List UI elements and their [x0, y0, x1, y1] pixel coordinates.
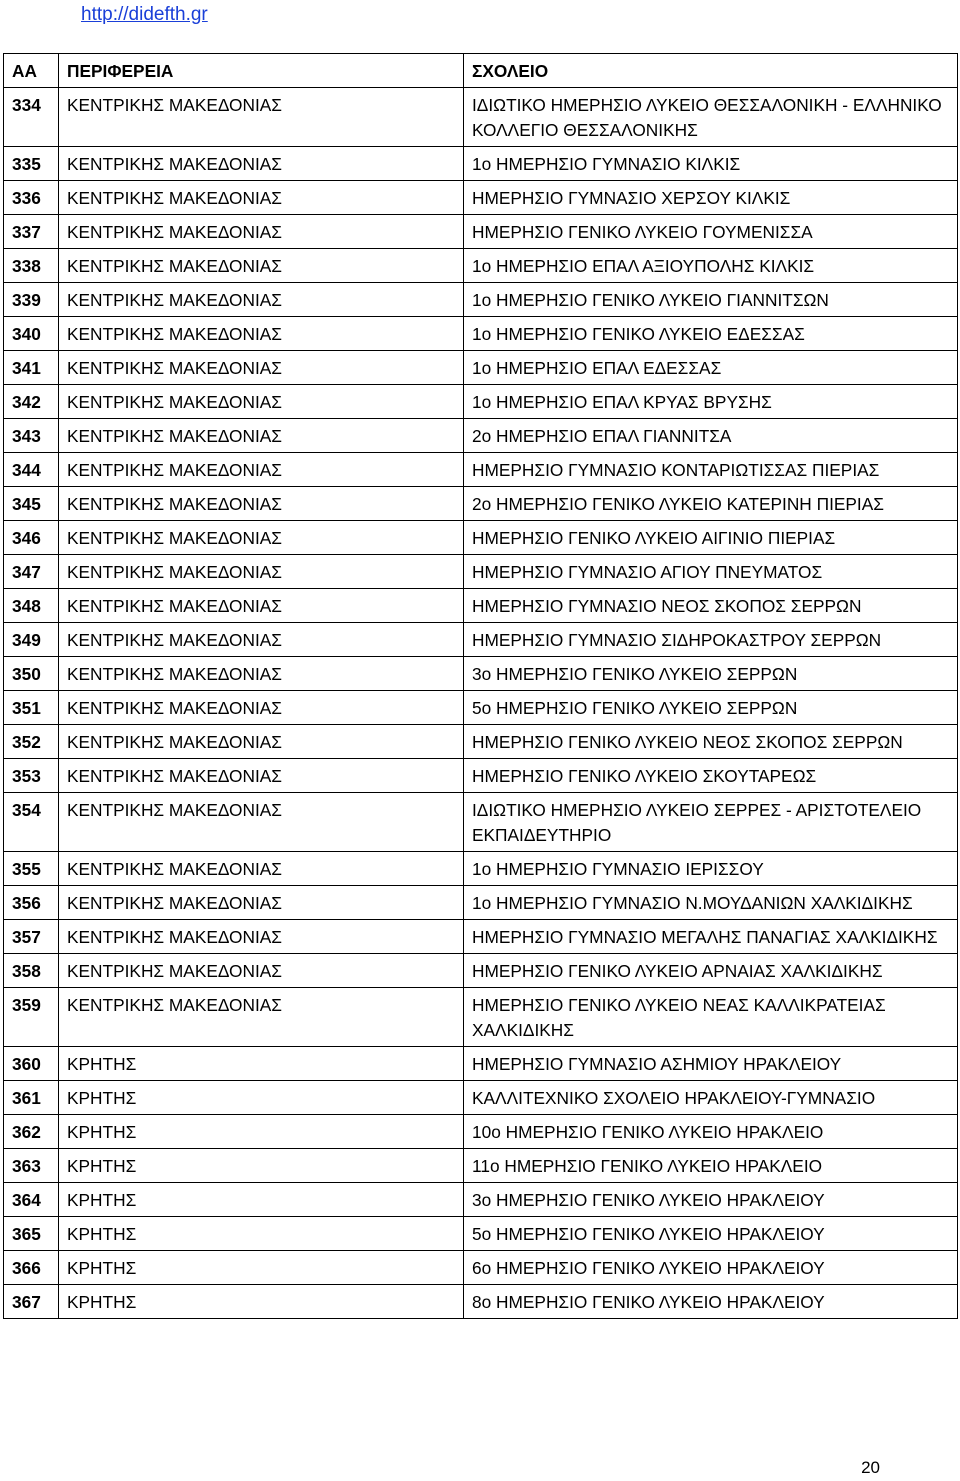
- row-school: 1ο ΗΜΕΡΗΣΙΟ ΕΠΑΛ ΚΡΥΑΣ ΒΡΥΣΗΣ: [464, 385, 958, 419]
- row-region: ΚΕΝΤΡΙΚΗΣ ΜΑΚΕΔΟΝΙΑΣ: [59, 920, 464, 954]
- table-row: [4, 793, 958, 852]
- row-school: ΗΜΕΡΗΣΙΟ ΓΕΝΙΚΟ ΛΥΚΕΙΟ ΑΡΝΑΙΑΣ ΧΑΛΚΙΔΙΚΗΣ: [464, 954, 958, 988]
- page-number: 20: [861, 1458, 880, 1477]
- row-number: 362: [4, 1115, 59, 1149]
- row-number: 363: [4, 1149, 59, 1183]
- row-region: ΚΕΝΤΡΙΚΗΣ ΜΑΚΕΔΟΝΙΑΣ: [59, 283, 464, 317]
- table-row: [4, 886, 958, 920]
- row-number: 364: [4, 1183, 59, 1217]
- table-row: [4, 88, 958, 147]
- table-row: [4, 1217, 958, 1251]
- row-number: 345: [4, 487, 59, 521]
- row-number: 346: [4, 521, 59, 555]
- row-school: 5ο ΗΜΕΡΗΣΙΟ ΓΕΝΙΚΟ ΛΥΚΕΙΟ ΣΕΡΡΩΝ: [464, 691, 958, 725]
- row-school: 1ο ΗΜΕΡΗΣΙΟ ΕΠΑΛ ΕΔΕΣΣΑΣ: [464, 351, 958, 385]
- row-region: ΚΕΝΤΡΙΚΗΣ ΜΑΚΕΔΟΝΙΑΣ: [59, 793, 464, 852]
- row-school: ΗΜΕΡΗΣΙΟ ΓΥΜΝΑΣΙΟ ΧΕΡΣΟΥ ΚΙΛΚΙΣ: [464, 181, 958, 215]
- row-region: ΚΕΝΤΡΙΚΗΣ ΜΑΚΕΔΟΝΙΑΣ: [59, 691, 464, 725]
- row-number: 342: [4, 385, 59, 419]
- row-school: 1ο ΗΜΕΡΗΣΙΟ ΓΕΝΙΚΟ ΛΥΚΕΙΟ ΓΙΑΝΝΙΤΣΩΝ: [464, 283, 958, 317]
- row-number: 361: [4, 1081, 59, 1115]
- row-school: ΗΜΕΡΗΣΙΟ ΓΕΝΙΚΟ ΛΥΚΕΙΟ ΝΕΟΣ ΣΚΟΠΟΣ ΣΕΡΡΩΝ: [464, 725, 958, 759]
- row-school: ΙΔΙΩΤΙΚΟ ΗΜΕΡΗΣΙΟ ΛΥΚΕΙΟ ΘΕΣΣΑΛΟΝΙΚΗ - ΕΛΛΗΝΙΚΟ ΚΟΛΛΕΓΙΟ ΘΕΣΣΑΛΟΝΙΚΗΣ: [464, 88, 958, 147]
- table-row: [4, 181, 958, 215]
- row-region: ΚΡΗΤΗΣ: [59, 1115, 464, 1149]
- table-row: [4, 988, 958, 1047]
- row-region: ΚΕΝΤΡΙΚΗΣ ΜΑΚΕΔΟΝΙΑΣ: [59, 852, 464, 886]
- table-row: [4, 1047, 958, 1081]
- table-row: [4, 215, 958, 249]
- row-number: 339: [4, 283, 59, 317]
- row-region: ΚΕΝΤΡΙΚΗΣ ΜΑΚΕΔΟΝΙΑΣ: [59, 555, 464, 589]
- table-row: [4, 555, 958, 589]
- table-row: [4, 920, 958, 954]
- table-body: [4, 88, 958, 1319]
- row-school: 1ο ΗΜΕΡΗΣΙΟ ΓΥΜΝΑΣΙΟ ΙΕΡΙΣΣΟΥ: [464, 852, 958, 886]
- table-row: [4, 419, 958, 453]
- column-header-region: ΠΕΡΙΦΕΡΕΙΑ: [59, 54, 464, 88]
- row-region: ΚΡΗΤΗΣ: [59, 1183, 464, 1217]
- row-region: ΚΡΗΤΗΣ: [59, 1251, 464, 1285]
- row-school: 2ο ΗΜΕΡΗΣΙΟ ΓΕΝΙΚΟ ΛΥΚΕΙΟ ΚΑΤΕΡΙΝΗ ΠΙΕΡΙΑΣ: [464, 487, 958, 521]
- table-header: [4, 54, 958, 88]
- row-region: ΚΕΝΤΡΙΚΗΣ ΜΑΚΕΔΟΝΙΑΣ: [59, 589, 464, 623]
- row-school: 2ο ΗΜΕΡΗΣΙΟ ΕΠΑΛ ΓΙΑΝΝΙΤΣΑ: [464, 419, 958, 453]
- row-school: ΗΜΕΡΗΣΙΟ ΓΥΜΝΑΣΙΟ ΑΓΙΟΥ ΠΝΕΥΜΑΤΟΣ: [464, 555, 958, 589]
- row-school: 1ο ΗΜΕΡΗΣΙΟ ΕΠΑΛ ΑΞΙΟΥΠΟΛΗΣ ΚΙΛΚΙΣ: [464, 249, 958, 283]
- row-number: 352: [4, 725, 59, 759]
- row-number: 357: [4, 920, 59, 954]
- table-row: [4, 691, 958, 725]
- row-number: 336: [4, 181, 59, 215]
- table-row: [4, 852, 958, 886]
- row-school: ΗΜΕΡΗΣΙΟ ΓΥΜΝΑΣΙΟ ΚΟΝΤΑΡΙΩΤΙΣΣΑΣ ΠΙΕΡΙΑΣ: [464, 453, 958, 487]
- row-number: 340: [4, 317, 59, 351]
- row-school: ΚΑΛΛΙΤΕΧΝΙΚΟ ΣΧΟΛΕΙΟ ΗΡΑΚΛΕΙΟΥ-ΓΥΜΝΑΣΙΟ: [464, 1081, 958, 1115]
- row-number: 343: [4, 419, 59, 453]
- table-row: [4, 351, 958, 385]
- table-row: [4, 657, 958, 691]
- row-number: 347: [4, 555, 59, 589]
- row-region: ΚΕΝΤΡΙΚΗΣ ΜΑΚΕΔΟΝΙΑΣ: [59, 317, 464, 351]
- row-region: ΚΕΝΤΡΙΚΗΣ ΜΑΚΕΔΟΝΙΑΣ: [59, 725, 464, 759]
- row-region: ΚΕΝΤΡΙΚΗΣ ΜΑΚΕΔΟΝΙΑΣ: [59, 886, 464, 920]
- row-region: ΚΕΝΤΡΙΚΗΣ ΜΑΚΕΔΟΝΙΑΣ: [59, 623, 464, 657]
- table-row: [4, 283, 958, 317]
- table-row: [4, 623, 958, 657]
- row-region: ΚΕΝΤΡΙΚΗΣ ΜΑΚΕΔΟΝΙΑΣ: [59, 147, 464, 181]
- row-region: ΚΡΗΤΗΣ: [59, 1217, 464, 1251]
- row-school: 11ο ΗΜΕΡΗΣΙΟ ΓΕΝΙΚΟ ΛΥΚΕΙΟ ΗΡΑΚΛΕΙΟ: [464, 1149, 958, 1183]
- row-school: 8ο ΗΜΕΡΗΣΙΟ ΓΕΝΙΚΟ ΛΥΚΕΙΟ ΗΡΑΚΛΕΙΟΥ: [464, 1285, 958, 1319]
- table-row: [4, 147, 958, 181]
- row-number: 359: [4, 988, 59, 1047]
- row-region: ΚΕΝΤΡΙΚΗΣ ΜΑΚΕΔΟΝΙΑΣ: [59, 419, 464, 453]
- row-school: 5ο ΗΜΕΡΗΣΙΟ ΓΕΝΙΚΟ ΛΥΚΕΙΟ ΗΡΑΚΛΕΙΟΥ: [464, 1217, 958, 1251]
- row-number: 353: [4, 759, 59, 793]
- row-school: ΗΜΕΡΗΣΙΟ ΓΕΝΙΚΟ ΛΥΚΕΙΟ ΝΕΑΣ ΚΑΛΛΙΚΡΑΤΕΙΑΣ ΧΑΛΚΙΔΙΚΗΣ: [464, 988, 958, 1047]
- table-row: [4, 317, 958, 351]
- row-number: 337: [4, 215, 59, 249]
- table-row: [4, 1115, 958, 1149]
- row-number: 367: [4, 1285, 59, 1319]
- table-row: [4, 589, 958, 623]
- row-region: ΚΕΝΤΡΙΚΗΣ ΜΑΚΕΔΟΝΙΑΣ: [59, 759, 464, 793]
- table-row: [4, 1251, 958, 1285]
- header-link[interactable]: http://didefth.gr: [81, 4, 208, 25]
- table-row: [4, 954, 958, 988]
- row-school: ΙΔΙΩΤΙΚΟ ΗΜΕΡΗΣΙΟ ΛΥΚΕΙΟ ΣΕΡΡΕΣ - ΑΡΙΣΤΟΤΕΛΕΙΟ ΕΚΠΑΙΔΕΥΤΗΡΙΟ: [464, 793, 958, 852]
- row-number: 341: [4, 351, 59, 385]
- row-number: 356: [4, 886, 59, 920]
- row-region: ΚΡΗΤΗΣ: [59, 1149, 464, 1183]
- row-number: 360: [4, 1047, 59, 1081]
- row-number: 338: [4, 249, 59, 283]
- row-school: ΗΜΕΡΗΣΙΟ ΓΥΜΝΑΣΙΟ ΜΕΓΑΛΗΣ ΠΑΝΑΓΙΑΣ ΧΑΛΚΙΔΙΚΗΣ: [464, 920, 958, 954]
- table-row: [4, 1149, 958, 1183]
- column-header-school: ΣΧΟΛΕΙΟ: [464, 54, 958, 88]
- row-school: ΗΜΕΡΗΣΙΟ ΓΥΜΝΑΣΙΟ ΝΕΟΣ ΣΚΟΠΟΣ ΣΕΡΡΩΝ: [464, 589, 958, 623]
- schools-table: [3, 53, 958, 1319]
- row-school: ΗΜΕΡΗΣΙΟ ΓΕΝΙΚΟ ΛΥΚΕΙΟ ΣΚΟΥΤΑΡΕΩΣ: [464, 759, 958, 793]
- row-number: 344: [4, 453, 59, 487]
- column-header-aa: ΑΑ: [4, 54, 59, 88]
- row-region: ΚΕΝΤΡΙΚΗΣ ΜΑΚΕΔΟΝΙΑΣ: [59, 988, 464, 1047]
- row-number: 349: [4, 623, 59, 657]
- row-school: ΗΜΕΡΗΣΙΟ ΓΥΜΝΑΣΙΟ ΣΙΔΗΡΟΚΑΣΤΡΟΥ ΣΕΡΡΩΝ: [464, 623, 958, 657]
- row-region: ΚΡΗΤΗΣ: [59, 1047, 464, 1081]
- row-region: ΚΡΗΤΗΣ: [59, 1285, 464, 1319]
- table-row: [4, 759, 958, 793]
- row-region: ΚΕΝΤΡΙΚΗΣ ΜΑΚΕΔΟΝΙΑΣ: [59, 453, 464, 487]
- row-school: 1ο ΗΜΕΡΗΣΙΟ ΓΕΝΙΚΟ ΛΥΚΕΙΟ ΕΔΕΣΣΑΣ: [464, 317, 958, 351]
- row-school: 1ο ΗΜΕΡΗΣΙΟ ΓΥΜΝΑΣΙΟ Ν.ΜΟΥΔΑΝΙΩΝ ΧΑΛΚΙΔΙΚΗΣ: [464, 886, 958, 920]
- row-number: 348: [4, 589, 59, 623]
- row-region: ΚΡΗΤΗΣ: [59, 1081, 464, 1115]
- row-school: ΗΜΕΡΗΣΙΟ ΓΕΝΙΚΟ ΛΥΚΕΙΟ ΓΟΥΜΕΝΙΣΣΑ: [464, 215, 958, 249]
- row-number: 350: [4, 657, 59, 691]
- row-number: 365: [4, 1217, 59, 1251]
- row-region: ΚΕΝΤΡΙΚΗΣ ΜΑΚΕΔΟΝΙΑΣ: [59, 954, 464, 988]
- row-region: ΚΕΝΤΡΙΚΗΣ ΜΑΚΕΔΟΝΙΑΣ: [59, 385, 464, 419]
- row-number: 358: [4, 954, 59, 988]
- table-row: [4, 725, 958, 759]
- row-region: ΚΕΝΤΡΙΚΗΣ ΜΑΚΕΔΟΝΙΑΣ: [59, 487, 464, 521]
- row-school: ΗΜΕΡΗΣΙΟ ΓΕΝΙΚΟ ΛΥΚΕΙΟ ΑΙΓΙΝΙΟ ΠΙΕΡΙΑΣ: [464, 521, 958, 555]
- row-school: 6ο ΗΜΕΡΗΣΙΟ ΓΕΝΙΚΟ ΛΥΚΕΙΟ ΗΡΑΚΛΕΙΟΥ: [464, 1251, 958, 1285]
- table-row: [4, 487, 958, 521]
- table-row: [4, 1285, 958, 1319]
- row-number: 351: [4, 691, 59, 725]
- row-number: 366: [4, 1251, 59, 1285]
- table-row: [4, 521, 958, 555]
- row-school: 3ο ΗΜΕΡΗΣΙΟ ΓΕΝΙΚΟ ΛΥΚΕΙΟ ΗΡΑΚΛΕΙΟΥ: [464, 1183, 958, 1217]
- row-number: 354: [4, 793, 59, 852]
- header-row: [4, 54, 958, 88]
- table-row: [4, 453, 958, 487]
- table-row: [4, 1183, 958, 1217]
- row-number: 334: [4, 88, 59, 147]
- table-row: [4, 249, 958, 283]
- table-row: [4, 385, 958, 419]
- row-region: ΚΕΝΤΡΙΚΗΣ ΜΑΚΕΔΟΝΙΑΣ: [59, 249, 464, 283]
- row-region: ΚΕΝΤΡΙΚΗΣ ΜΑΚΕΔΟΝΙΑΣ: [59, 657, 464, 691]
- row-school: 1ο ΗΜΕΡΗΣΙΟ ΓΥΜΝΑΣΙΟ ΚΙΛΚΙΣ: [464, 147, 958, 181]
- row-region: ΚΕΝΤΡΙΚΗΣ ΜΑΚΕΔΟΝΙΑΣ: [59, 215, 464, 249]
- row-number: 355: [4, 852, 59, 886]
- row-region: ΚΕΝΤΡΙΚΗΣ ΜΑΚΕΔΟΝΙΑΣ: [59, 181, 464, 215]
- row-school: 3ο ΗΜΕΡΗΣΙΟ ΓΕΝΙΚΟ ΛΥΚΕΙΟ ΣΕΡΡΩΝ: [464, 657, 958, 691]
- row-region: ΚΕΝΤΡΙΚΗΣ ΜΑΚΕΔΟΝΙΑΣ: [59, 351, 464, 385]
- row-number: 335: [4, 147, 59, 181]
- row-school: ΗΜΕΡΗΣΙΟ ΓΥΜΝΑΣΙΟ ΑΣΗΜΙΟΥ ΗΡΑΚΛΕΙΟΥ: [464, 1047, 958, 1081]
- row-school: 10ο ΗΜΕΡΗΣΙΟ ΓΕΝΙΚΟ ΛΥΚΕΙΟ ΗΡΑΚΛΕΙΟ: [464, 1115, 958, 1149]
- table-row: [4, 1081, 958, 1115]
- row-region: ΚΕΝΤΡΙΚΗΣ ΜΑΚΕΔΟΝΙΑΣ: [59, 88, 464, 147]
- row-region: ΚΕΝΤΡΙΚΗΣ ΜΑΚΕΔΟΝΙΑΣ: [59, 521, 464, 555]
